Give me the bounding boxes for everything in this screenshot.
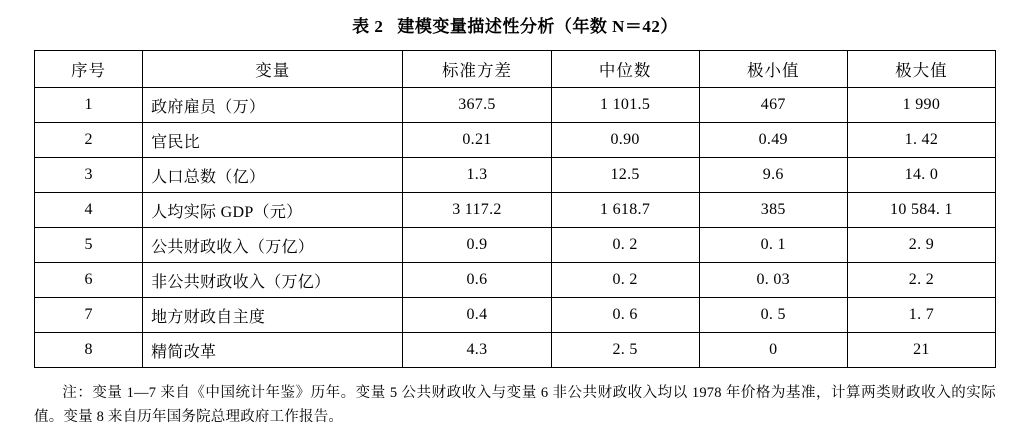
cell-sd: 4.3 bbox=[403, 333, 551, 368]
column-header-index: 序号 bbox=[35, 51, 143, 88]
cell-index: 1 bbox=[35, 88, 143, 123]
table-note bbox=[34, 382, 996, 430]
cell-min: 0.49 bbox=[699, 123, 847, 158]
cell-sd: 0.21 bbox=[403, 123, 551, 158]
cell-min: 0. 03 bbox=[699, 263, 847, 298]
table-row bbox=[35, 123, 996, 158]
cell-median: 0. 6 bbox=[551, 298, 699, 333]
table-row bbox=[35, 193, 996, 228]
table-caption-title: 建模变量描述性分析（年数 N＝42） bbox=[397, 17, 678, 36]
cell-index: 3 bbox=[35, 158, 143, 193]
cell-variable: 政府雇员（万） bbox=[143, 88, 403, 123]
table-caption-number: 表 2 bbox=[352, 17, 384, 36]
cell-max: 1 990 bbox=[847, 88, 995, 123]
cell-variable: 官民比 bbox=[143, 123, 403, 158]
cell-max: 1. 7 bbox=[847, 298, 995, 333]
table-caption bbox=[34, 0, 996, 50]
cell-median: 1 618.7 bbox=[551, 193, 699, 228]
cell-min: 467 bbox=[699, 88, 847, 123]
cell-variable: 非公共财政收入（万亿） bbox=[143, 263, 403, 298]
cell-sd: 0.6 bbox=[403, 263, 551, 298]
cell-sd: 0.4 bbox=[403, 298, 551, 333]
cell-median: 0.90 bbox=[551, 123, 699, 158]
cell-variable: 精简改革 bbox=[143, 333, 403, 368]
cell-sd: 367.5 bbox=[403, 88, 551, 123]
cell-min: 0 bbox=[699, 333, 847, 368]
cell-max: 2. 9 bbox=[847, 228, 995, 263]
cell-max: 21 bbox=[847, 333, 995, 368]
table-header-row bbox=[35, 51, 996, 88]
column-header-min: 极小值 bbox=[699, 51, 847, 88]
table-row bbox=[35, 263, 996, 298]
column-header-sd: 标准方差 bbox=[403, 51, 551, 88]
cell-variable: 地方财政自主度 bbox=[143, 298, 403, 333]
cell-median: 1 101.5 bbox=[551, 88, 699, 123]
cell-median: 0. 2 bbox=[551, 228, 699, 263]
column-header-median: 中位数 bbox=[551, 51, 699, 88]
cell-max: 14. 0 bbox=[847, 158, 995, 193]
descriptive-statistics-table bbox=[34, 50, 996, 368]
cell-index: 4 bbox=[35, 193, 143, 228]
cell-max: 10 584. 1 bbox=[847, 193, 995, 228]
cell-max: 1. 42 bbox=[847, 123, 995, 158]
cell-median: 2. 5 bbox=[551, 333, 699, 368]
cell-sd: 3 117.2 bbox=[403, 193, 551, 228]
cell-variable: 人口总数（亿） bbox=[143, 158, 403, 193]
cell-min: 0. 1 bbox=[699, 228, 847, 263]
note-text: 注：变量 1—7 来自《中国统计年鉴》历年。变量 5 公共财政收入与变量 6 非公共财政收入均以 1978 年价格为基准，计算两类财政收入的实际值。变量 8 来自历年国务院总理政府工作报告。 bbox=[34, 385, 996, 425]
column-header-max: 极大值 bbox=[847, 51, 995, 88]
cell-index: 5 bbox=[35, 228, 143, 263]
cell-index: 7 bbox=[35, 298, 143, 333]
cell-sd: 0.9 bbox=[403, 228, 551, 263]
cell-min: 385 bbox=[699, 193, 847, 228]
cell-median: 0. 2 bbox=[551, 263, 699, 298]
cell-variable: 公共财政收入（万亿） bbox=[143, 228, 403, 263]
table-row bbox=[35, 88, 996, 123]
column-header-variable: 变量 bbox=[143, 51, 403, 88]
cell-sd: 1.3 bbox=[403, 158, 551, 193]
cell-median: 12.5 bbox=[551, 158, 699, 193]
cell-variable: 人均实际 GDP（元） bbox=[143, 193, 403, 228]
table-row bbox=[35, 228, 996, 263]
table-row bbox=[35, 333, 996, 368]
cell-max: 2. 2 bbox=[847, 263, 995, 298]
cell-min: 9.6 bbox=[699, 158, 847, 193]
table-row bbox=[35, 298, 996, 333]
cell-index: 6 bbox=[35, 263, 143, 298]
table-row bbox=[35, 158, 996, 193]
cell-index: 8 bbox=[35, 333, 143, 368]
cell-index: 2 bbox=[35, 123, 143, 158]
cell-min: 0. 5 bbox=[699, 298, 847, 333]
